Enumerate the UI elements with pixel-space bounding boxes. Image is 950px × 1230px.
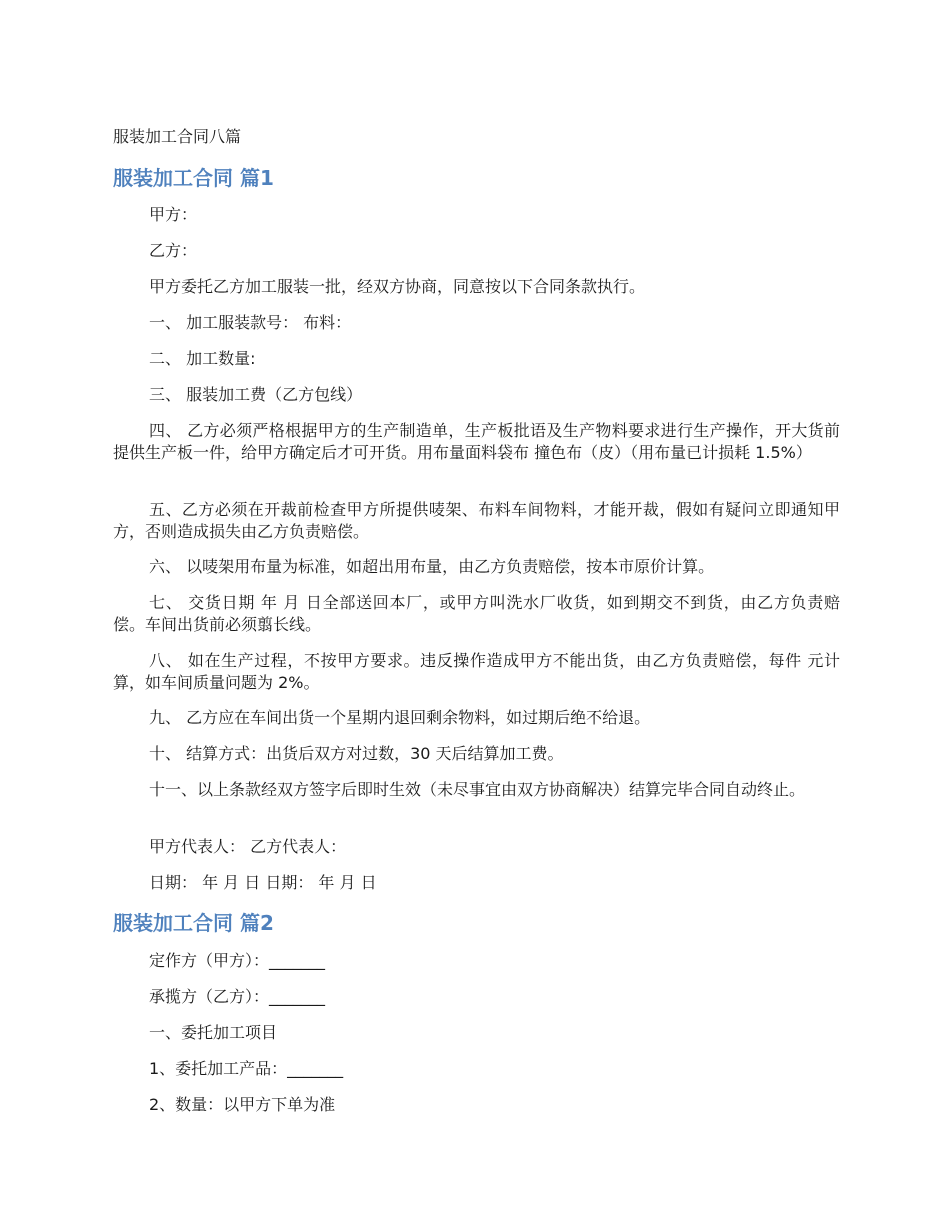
- paragraph-clause-7: 七、 交货日期 年 月 日全部送回本厂，或甲方叫洗水厂收货，如到期交不到货，由乙方负责赔偿。车间出货前必须翦长线。: [113, 593, 840, 634]
- paragraph-clause-6: 六、 以唛架用布量为标准，如超出用布量，由乙方负责赔偿，按本市原价计算。: [149, 557, 715, 576]
- paragraph-clause-9: 九、 乙方应在车间出货一个星期内退回剩余物料，如过期后绝不给退。: [149, 708, 651, 727]
- document-title: 服装加工合同八篇: [113, 127, 242, 146]
- paragraph-clause-5: 五、乙方必须在开裁前检查甲方所提供唛架、布料车间物料，才能开裁，假如有疑问立即通知甲方，否则造成损失由乙方负责赔偿。: [113, 500, 840, 541]
- paragraph-clause-8: 八、 如在生产过程，不按甲方要求。违反操作造成甲方不能出货，由乙方负责赔偿，每件 元计算，如车间质量问题为 2%。: [113, 651, 840, 692]
- paragraph-intro: 甲方委托乙方加工服装一批，经双方协商，同意按以下合同条款执行。: [149, 277, 646, 296]
- section-heading-2: 服装加工合同 篇2: [113, 911, 274, 935]
- paragraph-clause-11: 十一、以上条款经双方签字后即时生效（未尽事宜由双方协商解决）结算完毕合同自动终止。: [149, 780, 806, 799]
- paragraph-contractor: 承揽方（乙方）：_______: [149, 987, 326, 1006]
- paragraph-representatives: 甲方代表人： 乙方代表人：: [149, 837, 347, 856]
- paragraph-clause-4: 四、 乙方必须严格根据甲方的生产制造单，生产板批语及生产物料要求进行生产操作，开大货前提供生产板一件，给甲方确定后才可开货。用布量面料袋布 撞色布（皮）（用布量已计损耗 1.5%）: [113, 421, 840, 462]
- paragraph-clause-10: 十、 结算方式：出货后双方对过数，30 天后结算加工费。: [149, 744, 564, 763]
- paragraph-clause-2: 二、 加工数量:: [149, 349, 256, 368]
- paragraph-quantity: 2、数量：以甲方下单为准: [149, 1095, 336, 1114]
- paragraph-party-b: 乙方：: [149, 241, 198, 260]
- paragraph-dates: 日期： 年 月 日 日期： 年 月 日: [149, 873, 377, 892]
- paragraph-ordering-party: 定作方（甲方）：_______: [149, 951, 326, 970]
- paragraph-item-heading: 一、委托加工项目: [149, 1023, 278, 1042]
- section-heading-1: 服装加工合同 篇1: [113, 166, 274, 190]
- paragraph-party-a: 甲方：: [149, 205, 198, 224]
- paragraph-product: 1、委托加工产品：_______: [149, 1059, 344, 1078]
- paragraph-clause-1: 一、 加工服装款号： 布料：: [149, 313, 352, 332]
- paragraph-clause-3: 三、 服装加工费（乙方包线）: [149, 385, 363, 404]
